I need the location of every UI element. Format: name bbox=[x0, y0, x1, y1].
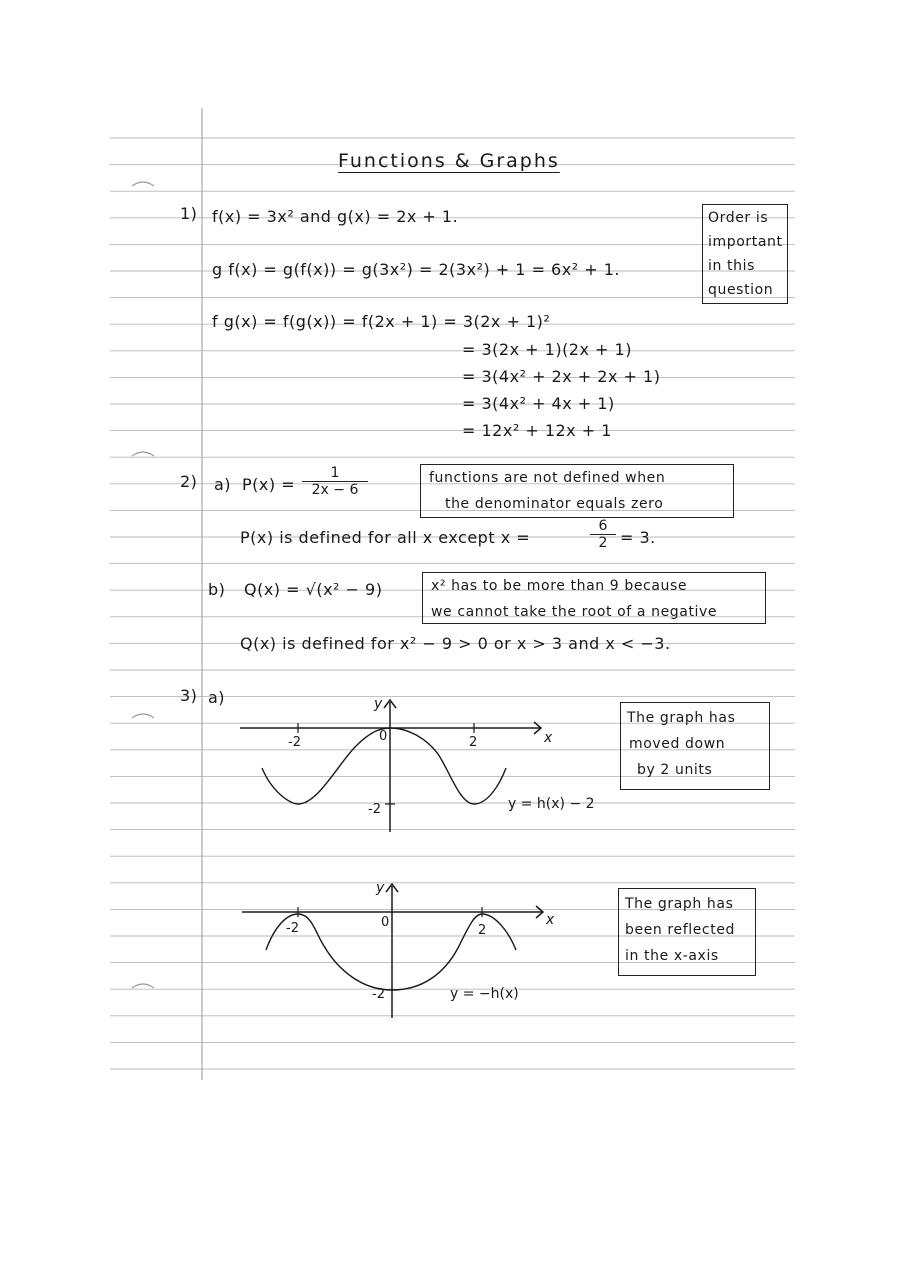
q2a-numerator: 1 bbox=[302, 465, 368, 482]
q2a-result-numerator: 6 bbox=[590, 518, 616, 535]
q2b-note-box bbox=[422, 572, 766, 624]
graph1-tick-label-neg2: -2 bbox=[288, 735, 301, 750]
graph2-tick-label-2: 2 bbox=[478, 923, 487, 938]
graph1-tick-label-y-neg2: -2 bbox=[368, 802, 381, 817]
q2b-lhs: Q(x) = √(x² − 9) bbox=[244, 580, 383, 599]
hole-punch-mark bbox=[132, 182, 154, 186]
graph-1 bbox=[238, 692, 618, 842]
q1-given: f(x) = 3x² and g(x) = 2x + 1. bbox=[212, 207, 459, 226]
q2a-fraction bbox=[302, 465, 368, 498]
q1-note-line: in this bbox=[708, 258, 755, 274]
graph2-x-label: x bbox=[546, 912, 555, 928]
q2b-text: Q(x) is defined for x² − 9 > 0 or x > 3 and x < −3. bbox=[240, 634, 671, 653]
q1-note-line: Order is bbox=[708, 210, 769, 226]
hole-punch-mark bbox=[132, 714, 154, 718]
q1-note-line: important bbox=[708, 234, 783, 250]
q1-fg-line-5: = 12x² + 12x + 1 bbox=[462, 421, 612, 440]
q1-note-line: question bbox=[708, 282, 774, 298]
q3a-label: a) bbox=[208, 688, 226, 707]
graph1-x-label: x bbox=[544, 730, 553, 746]
q2a-result-denominator: 2 bbox=[598, 535, 608, 551]
q2a-note-box bbox=[420, 464, 734, 518]
graph1-note-line: moved down bbox=[629, 736, 726, 752]
hole-punch-mark bbox=[132, 984, 154, 988]
graph2-note-line: been reflected bbox=[625, 922, 736, 938]
q2a-denominator: 2x − 6 bbox=[311, 482, 359, 498]
graph2-note-line: in the x-axis bbox=[625, 948, 719, 964]
graph1-curve-label: y = h(x) − 2 bbox=[508, 796, 595, 812]
q2a-text: P(x) is defined for all x except x = bbox=[240, 528, 531, 547]
q3-number: 3) bbox=[180, 686, 198, 705]
q2a-note-line: functions are not defined when bbox=[429, 470, 666, 486]
page-title: Functions & Graphs bbox=[338, 150, 560, 172]
graph2-note-line: The graph has bbox=[625, 896, 734, 912]
graph2-tick-label-neg2: -2 bbox=[286, 921, 299, 936]
q1-note-box bbox=[702, 204, 788, 304]
graph1-y-label: y bbox=[374, 696, 383, 712]
q1-gf-line: g f(x) = g(f(x)) = g(3x²) = 2(3x²) + 1 = 6x² + 1. bbox=[212, 260, 620, 279]
q2b-note-line: we cannot take the root of a negative bbox=[431, 604, 718, 620]
q2b-label: b) bbox=[208, 580, 226, 599]
q2a-result-fraction bbox=[590, 518, 616, 551]
q2a-result: = 3. bbox=[620, 528, 656, 547]
graph1-note-line: by 2 units bbox=[637, 762, 713, 778]
graph2-tick-label-y-neg2: -2 bbox=[372, 987, 385, 1002]
graph2-tick-label-0: 0 bbox=[381, 915, 390, 930]
q2a-label: a) bbox=[214, 475, 232, 494]
q2b-note-line: x² has to be more than 9 because bbox=[431, 578, 688, 594]
q1-number: 1) bbox=[180, 204, 198, 223]
graph1-tick-label-2: 2 bbox=[469, 735, 478, 750]
q2-number: 2) bbox=[180, 472, 198, 491]
graph-2 bbox=[238, 876, 618, 1026]
graph1-note-line: The graph has bbox=[627, 710, 736, 726]
graph1-note-box bbox=[620, 702, 770, 790]
graph2-y-label: y bbox=[376, 880, 385, 896]
q1-fg-line-4: = 3(4x² + 4x + 1) bbox=[462, 394, 615, 413]
hole-punch-mark bbox=[132, 452, 154, 456]
graph1-tick-label-0: 0 bbox=[379, 729, 388, 744]
q2a-lhs: P(x) = bbox=[242, 475, 296, 494]
q2a-note-line: the denominator equals zero bbox=[445, 496, 664, 512]
q1-fg-line-3: = 3(4x² + 2x + 2x + 1) bbox=[462, 367, 661, 386]
q1-fg-line-1: f g(x) = f(g(x)) = f(2x + 1) = 3(2x + 1)² bbox=[212, 312, 551, 331]
graph2-curve-label: y = −h(x) bbox=[450, 986, 519, 1002]
graph2-note-box bbox=[618, 888, 756, 976]
q1-fg-line-2: = 3(2x + 1)(2x + 1) bbox=[462, 340, 632, 359]
